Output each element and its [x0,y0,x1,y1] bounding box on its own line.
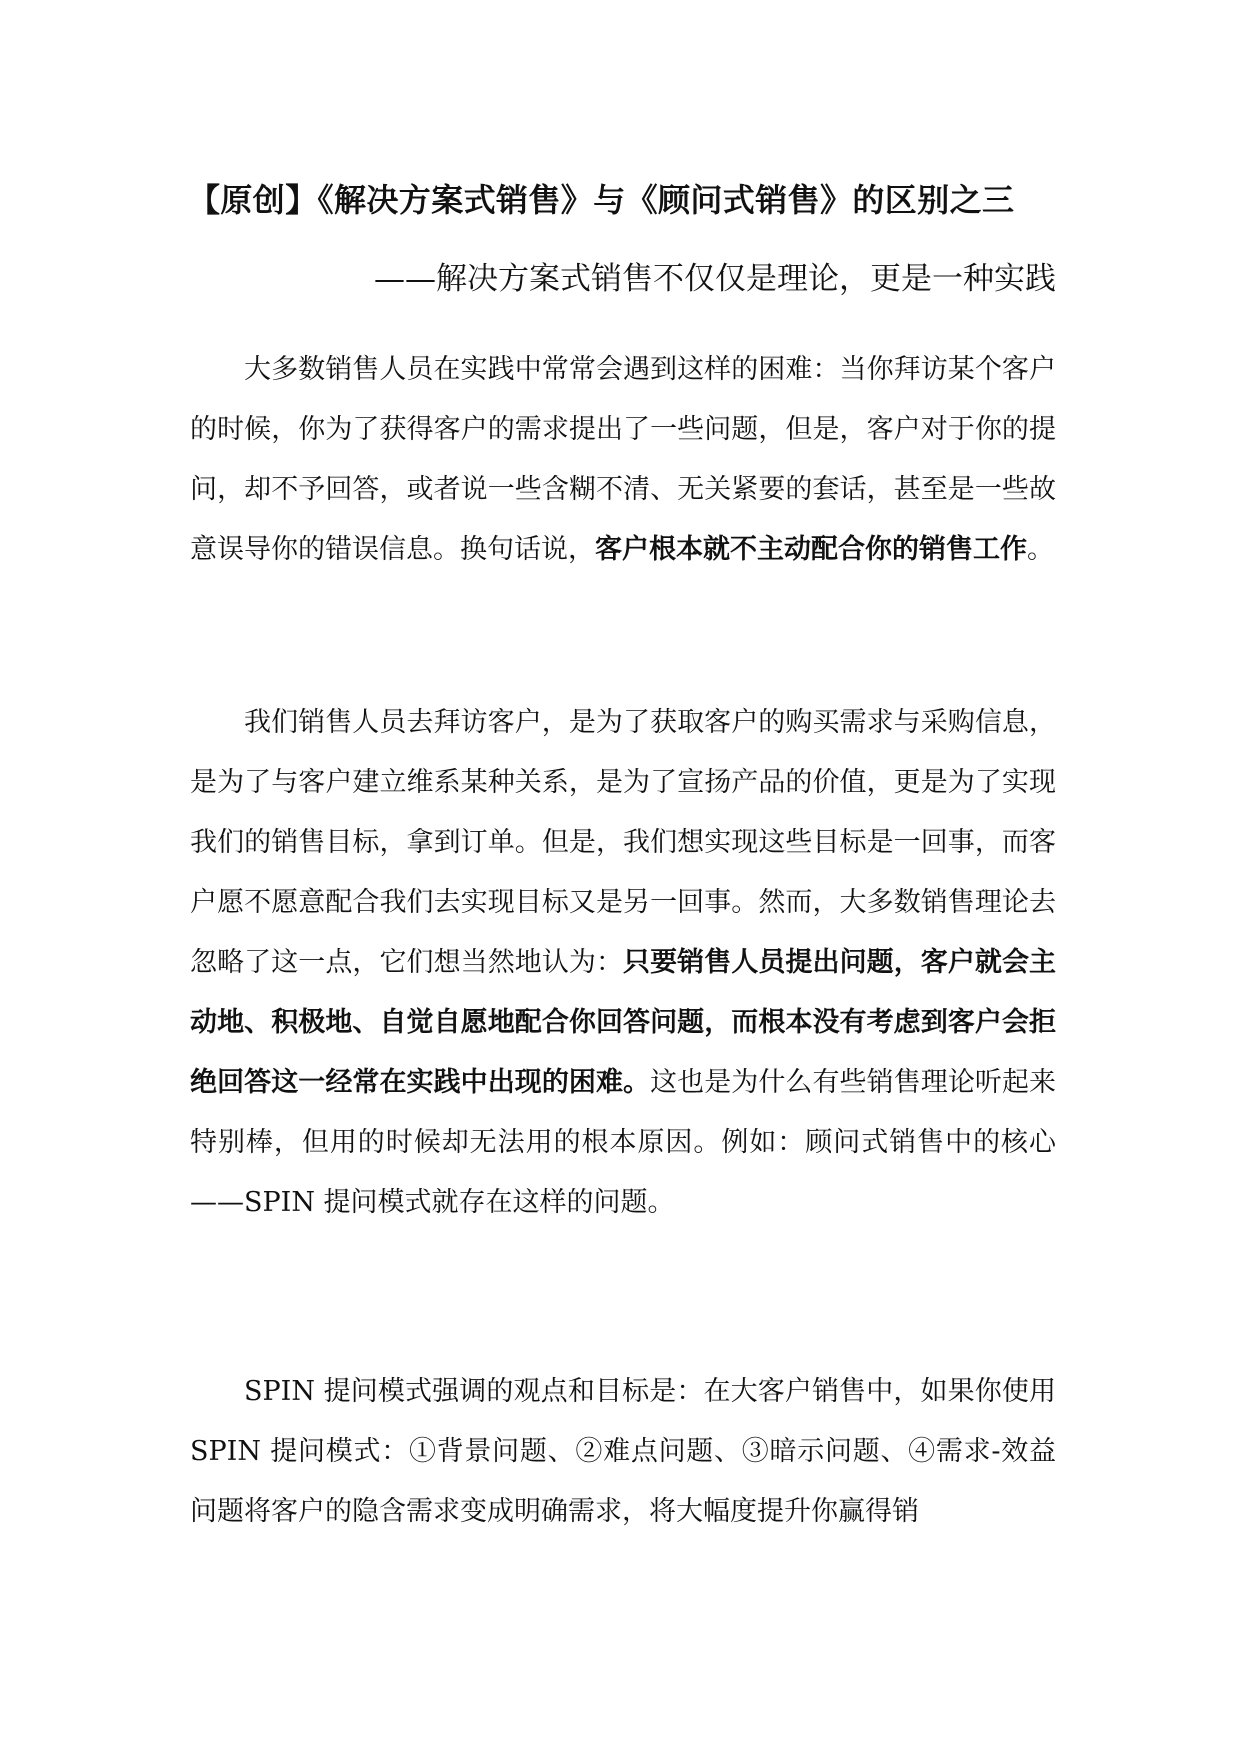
document-title: 【原创】《解决方案式销售》与《顾问式销售》的区别之三 [188,181,1015,219]
body-paragraph [190,693,1056,1233]
paragraph-text: 我们销售人员去拜访客户，是为了获取客户的购买需求与采购信息，是为了与客户建立维系某种关系，是为了宣扬产品的价值，更是为了实现我们的销售目标，拿到订单。但是，我们想实现这些目标是一回事，而客户愿不愿意配合我们去实现目标又是另一回事。然而，大多数销售理论去忽略了这一点，它们想当然地认为： [190,707,1056,978]
paragraph-text: 这也是为什么有些销售理论听起来特别棒，但用的时候却无法用的根本原因。例如：顾问式销售中的核心——SPIN 提问模式就存在这样的问题。 [190,1067,1057,1218]
paragraph-emphasis: 只要销售人员提出问题，客户就会主动地、积极地、自觉自愿地配合你回答问题，而根本没有考虑到客户会拒绝回答这一经常在实践中出现的困难。 [190,947,1057,1098]
paragraph-text: 大多数销售人员在实践中常常会遇到这样的困难：当你拜访某个客户的时候，你为了获得客户的需求提出了一些问题，但是，客户对于你的提问，却不予回答，或者说一些含糊不清、无关紧要的套话，甚至是一些故意误导你的错误信息。换句话说， [190,354,1056,565]
document-subtitle: ——解决方案式销售不仅仅是理论，更是一种实践 [374,261,1056,297]
paragraph-emphasis: 客户根本就不主动配合你的销售工作 [595,534,1027,565]
paragraph-text: 。 [1027,534,1054,565]
body-paragraph [190,1362,1056,1542]
body-paragraph [190,340,1056,580]
paragraph-text: SPIN 提问模式强调的观点和目标是：在大客户销售中，如果你使用 SPIN 提问模式：①背景问题、②难点问题、③暗示问题、④需求-效益问题将客户的隐含需求变成明确需求，将大幅度提升你赢得销 [190,1376,1056,1527]
